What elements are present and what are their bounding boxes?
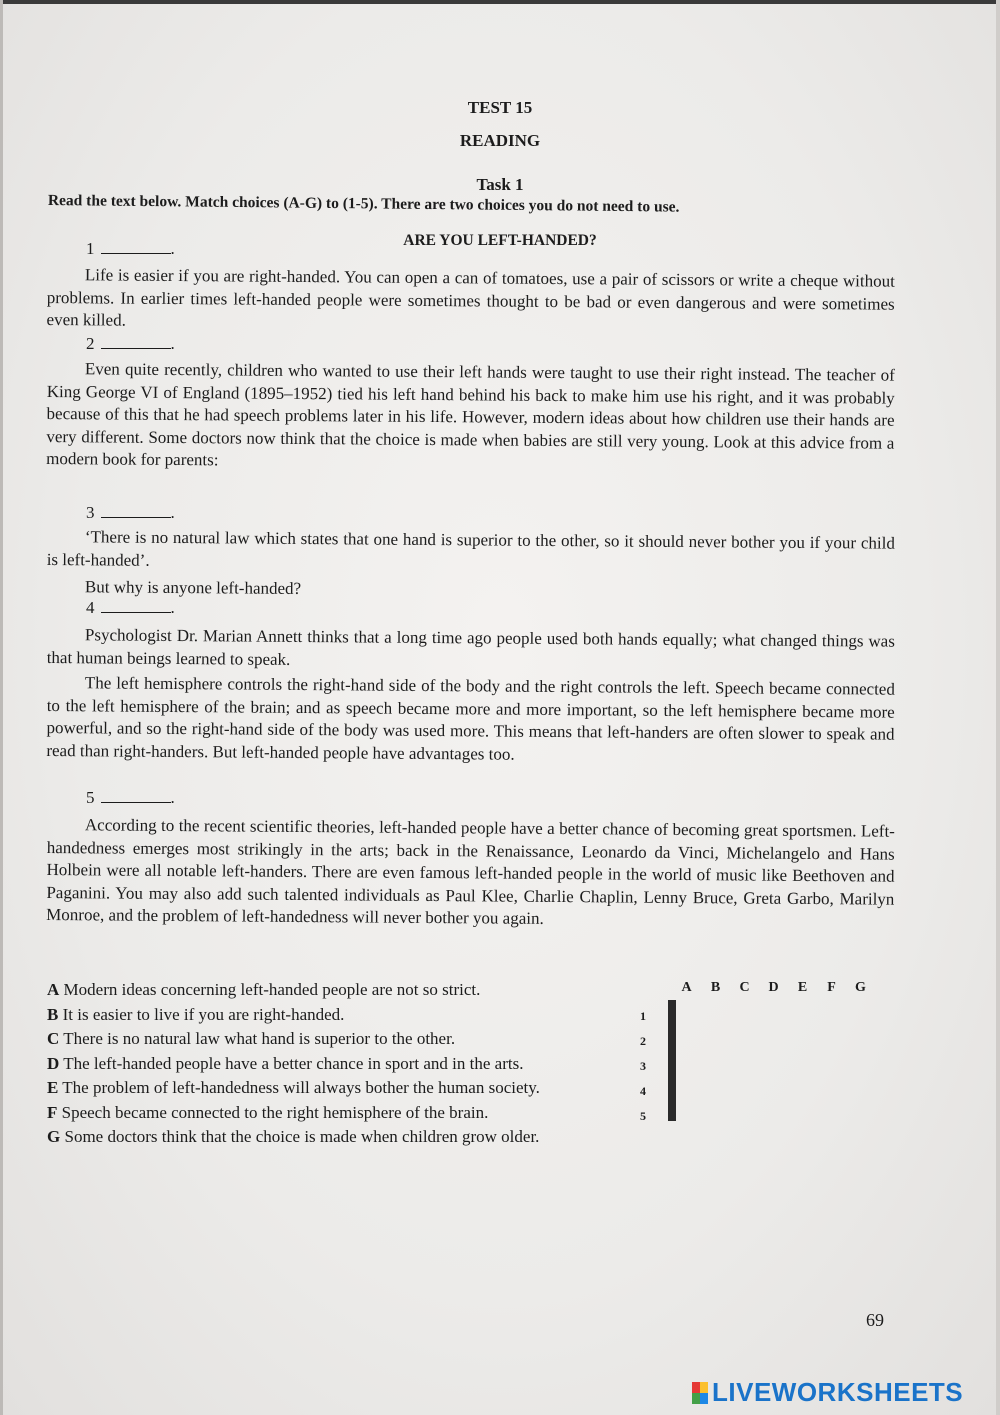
heading-slot-2[interactable]: 2 . [86, 334, 175, 353]
choice-letter: D [47, 1053, 60, 1073]
choice-text: Some doctors think that the choice is made when children grow older. [64, 1127, 540, 1146]
logo-squares-icon [692, 1382, 708, 1404]
scan-right-edge [996, 0, 1000, 1415]
paragraph-4: Psychologist Dr. Marian Annett thinks that a long time ago people used both hands equally; what changed things was that human beings learned to speak. [46, 625, 895, 669]
slot-blank[interactable] [101, 239, 171, 254]
test-title: TEST 15 [467, 98, 533, 117]
choice-letter: G [47, 1127, 61, 1146]
logo-square-blue [700, 1393, 708, 1404]
choice-d [47, 1052, 597, 1077]
text-title: ARE YOU LEFT-HANDED? [403, 232, 597, 249]
task-instructions: Read the text below. Match choices (A-G) to (1-5). There are two choices you do not need to use. [47, 192, 680, 216]
scan-left-edge [0, 0, 3, 1415]
grid-row [669, 1025, 676, 1049]
choice-letter: A [47, 980, 60, 999]
choice-letter: F [47, 1102, 58, 1122]
grid-row-3: 3 [640, 1059, 646, 1073]
choice-letter: E [47, 1078, 59, 1097]
choice-g [47, 1125, 597, 1150]
paragraph-5: The left hemisphere controls the right-hand side of the body and the right controls the left. Speech became connected to the left hemisphere of the brain; and as speech became more and more important, so the left hemisphere became more powerful, and so the right-hand side of the body was used more. This means that left-handers are often slower to speak and read than right-handers. But left-handed people have advantages too. [46, 673, 895, 764]
choice-text: The problem of left-handedness will always bother the human society. [62, 1078, 540, 1097]
paragraph-1: Life is easier if you are right-handed. You can open a can of tomatoes, use a pair of scissors or write a cheque without problems. In earlier times left-handed people were sometimes thought to be bad or even dangerous and were sometimes even killed. [46, 265, 895, 330]
grid-row-5: 5 [640, 1109, 646, 1123]
slot-number: 2 [86, 334, 95, 353]
page-number: 69 [866, 1310, 884, 1330]
choice-text: It is easier to live if you are right-handed. [62, 1004, 345, 1024]
paragraph-3: ‘There is no natural law which states that one hand is superior to the other, so it should never bother you if your child is left-handed’. [46, 527, 895, 570]
choice-letter: C [47, 1029, 60, 1048]
slot-blank[interactable] [101, 598, 171, 613]
grid-column-headers [672, 980, 875, 996]
slot-number: 5 [86, 788, 95, 807]
grid-cell[interactable] [675, 1049, 676, 1073]
grid-cell[interactable] [675, 1025, 676, 1049]
grid-row [669, 1097, 676, 1121]
grid-col-a: A [681, 980, 692, 995]
slot-blank[interactable] [101, 503, 171, 518]
logo-square-yellow [700, 1382, 708, 1393]
choice-e [47, 1076, 597, 1101]
grid-row [669, 1049, 676, 1073]
logo-square-green [692, 1393, 700, 1404]
heading-slot-1[interactable]: 1 . [86, 239, 175, 258]
choice-f [47, 1101, 597, 1126]
grid-row-1: 1 [640, 1009, 646, 1023]
slot-blank[interactable] [101, 788, 171, 803]
choice-text: Modern ideas concerning left-handed people are not so strict. [63, 980, 481, 999]
paragraph-2: Even quite recently, children who wanted to use their left hands were taught to use their right instead. The teacher of King George VI of England (1895–1952) tied his left hand behind his back to make him use his right, and it was probably because of this that he had speech problems later in his life. However, modern ideas about how children use their hands are very different. Some doctors now think that the choice is made when babies are still very young. Look at this advice from a modern book for parents: [46, 359, 895, 470]
grid-cell[interactable] [675, 1001, 676, 1025]
liveworksheets-logo [692, 1377, 963, 1408]
grid-col-d: D [768, 980, 779, 995]
grid-row-labels [640, 1004, 646, 1129]
choices-list [47, 978, 597, 1150]
paragraph-6: According to the recent scientific theories, left-handed people have a better chance of becoming great sportsmen. Left-handedness emerges most strikingly in the arts; back in the Renaissance, Leonardo da Vinci, Michelangelo and Hans Holbein were all notable left-handers. There are even famous left-handed people in the world of music like Beethoven and Paganini. You may also add such talented individuals as Paul Klee, Charlie Chaplin, Lenny Bruce, Greta Garbo, Marilyn Monroe, and the problem of left-handedness will never bother you again. [46, 815, 895, 928]
answer-grid-table [668, 1000, 676, 1121]
heading-slot-4[interactable]: 4 . [86, 598, 175, 617]
grid-row [669, 1073, 676, 1097]
grid-col-b: B [710, 980, 721, 995]
grid-row-2: 2 [640, 1034, 646, 1048]
choice-b [47, 1003, 597, 1028]
slot-number: 4 [86, 598, 95, 617]
grid-cell[interactable] [675, 1097, 676, 1121]
choice-text: The left-handed people have a better chance in sport and in the arts. [63, 1053, 524, 1073]
heading-slot-5[interactable]: 5 . [86, 788, 175, 807]
heading-slot-3[interactable]: 3 . [86, 503, 175, 522]
choice-c [47, 1027, 597, 1052]
choice-text: There is no natural law what hand is superior to the other. [63, 1029, 456, 1048]
logo-square-red [692, 1382, 700, 1393]
paragraph-question: But why is anyone left-handed? [84, 577, 302, 598]
slot-blank[interactable] [101, 334, 171, 349]
choice-text: Speech became connected to the right hemisphere of the brain. [61, 1102, 489, 1122]
grid-col-c: C [739, 980, 750, 995]
logo-text: LIVEWORKSHEETS [712, 1377, 964, 1407]
grid-col-e: E [797, 980, 808, 995]
scan-top-edge [0, 0, 1000, 4]
grid-col-f: F [827, 980, 836, 995]
choice-a [47, 978, 597, 1003]
section-title: READING [459, 131, 541, 150]
grid-row [669, 1001, 676, 1025]
grid-col-g: G [855, 980, 866, 995]
choice-letter: B [47, 1004, 59, 1024]
task-title: Task 1 [476, 175, 524, 194]
grid-cell[interactable] [675, 1073, 676, 1097]
grid-row-4: 4 [640, 1084, 646, 1098]
slot-number: 3 [86, 503, 95, 522]
slot-number: 1 [86, 239, 95, 258]
